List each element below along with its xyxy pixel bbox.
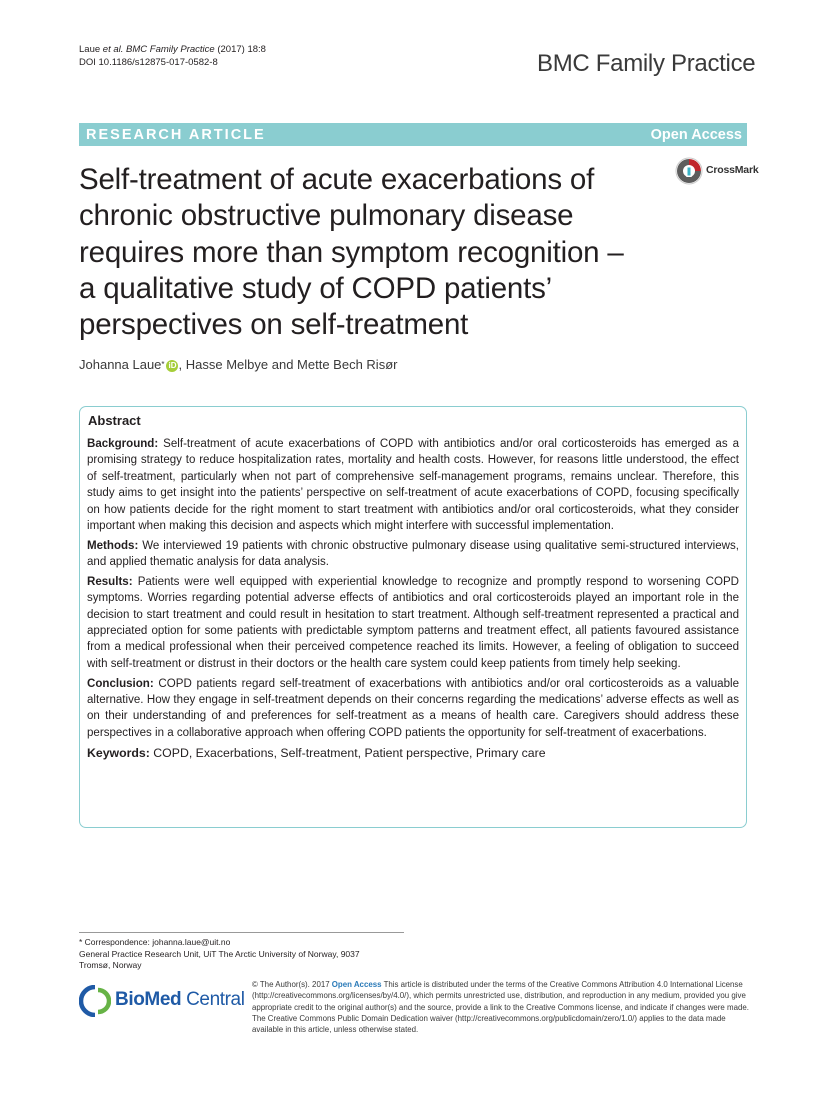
abstract-results xyxy=(87,574,739,672)
title-line: a qualitative study of COPD patients’ xyxy=(79,271,553,305)
citation-journal: et al. BMC Family Practice xyxy=(102,44,215,55)
open-access-label: Open Access xyxy=(650,127,742,143)
abstract-heading: Abstract xyxy=(88,413,141,428)
orcid-icon[interactable] xyxy=(166,360,178,372)
affiliation: Tromsø, Norway xyxy=(79,960,142,970)
crossmark-icon xyxy=(675,157,703,185)
biomed-central-logo[interactable] xyxy=(79,985,245,1017)
title-line: Self-treatment of acute exacerbations of xyxy=(79,163,595,196)
license-text: This article is distributed under the terms of the Creative Commons Attribution 4.0 International License (http://creativecommons.org/licenses/by/4.0/), which permits unrestricted use, distribution, and reproduction in any medium, provided you give appropriate credit to the original author(s) and the source, provide a link to the Creative Commons license, and indicate if changes were made. The Creative Commons Public Domain Dedication waiver (http://creativecommons.org/publicdomain/zero/1.0/) applies to the data made available in this article, unless otherwise stated. xyxy=(252,980,749,1035)
section-text: Self-treatment of acute exacerbations of COPD with antibiotics and/or oral corticosteroids has emerged as a promising strategy to reduce hospitalization rates, mortality and health costs. However, for reasons little understood, the effect of self-treatment, particularly when not part of comprehensive self-management programs, remains unclear. Therefore, this study aims to get insight into the patients’ perspective on self-treatment of acute exacerbations of COPD, focusing specifically on how patients decide for the right moment to start treatment with antibiotics and/or oral corticosteroids, what they consider important when making this decision and aspects which might interfere with successful implementation. xyxy=(87,438,739,533)
affiliation: General Practice Research Unit, UiT The Arctic University of Norway, 9037 xyxy=(79,948,360,959)
crossmark-button[interactable] xyxy=(675,157,759,185)
author-list xyxy=(79,357,397,372)
section-text: We interviewed 19 patients with chronic obstructive pulmonary disease using qualitative semi-structured interviews, and applied thematic analysis for data analysis. xyxy=(87,539,739,569)
citation-authors: Laue xyxy=(79,44,103,55)
biomed-central-icon xyxy=(79,985,111,1017)
section-label: Background: xyxy=(87,438,159,450)
keywords xyxy=(87,745,739,761)
title-line: perspectives on self-treatment xyxy=(79,308,469,342)
title-line: requires more than symptom recognition – xyxy=(79,235,624,269)
footnote-divider xyxy=(79,932,404,933)
article-title xyxy=(79,162,649,343)
section-text: Patients were well equipped with experiential knowledge to recognize and promptly respond to worsening COPD symptoms. Worries regarding potential adverse effects of antibiotics and oral corticosteroids played an important role in the decision to start treatment and could result in hesitation to start treatment. Although self-treatment represented a practical and appreciated option for some patients with predictable symptom patterns and treatment effect, all patients favoured assistance from a medical professional when their perceived competence reached its limits. However, a feeling of obligation to succeed with self-treatment or distrust in their doctors or the health care system could keep patients from timely help seeking. xyxy=(87,575,739,670)
abstract-conclusion xyxy=(87,676,739,742)
crossmark-label: CrossMark xyxy=(706,164,759,176)
license-statement xyxy=(252,979,752,1035)
title-line: chronic obstructive pulmonary disease xyxy=(79,199,574,233)
author-names-rest[interactable]: , Hasse Melbye and Mette Bech Risør xyxy=(178,357,398,372)
abstract-box xyxy=(79,406,747,828)
abstract-body xyxy=(87,436,739,764)
journal-name: BMC Family Practice xyxy=(537,50,756,77)
correspondence-footnote xyxy=(79,937,409,972)
license-prefix: © The Author(s). 2017 xyxy=(252,980,332,989)
license-open-access: Open Access xyxy=(331,980,382,989)
keywords-text: COPD, Exacerbations, Self-treatment, Patient perspective, Primary care xyxy=(149,745,546,760)
abstract-background xyxy=(87,436,739,534)
section-text: COPD patients regard self-treatment of exacerbations with antibiotics and/or oral corticosteroids as a valuable alternative. How they engage in self-treatment depends on their concerns regarding the medications’ adverse effects as well as on their understanding of and preferences for self-treatment as a means of health care. Caregivers should address these perspectives in a collaborative approach when offering COPD patients the opportunity for self-treatment of exacerbations. xyxy=(87,677,739,739)
article-type-banner xyxy=(79,123,747,146)
keywords-label: Keywords: xyxy=(87,745,150,760)
logo-wordmark xyxy=(115,989,245,1011)
doi[interactable]: DOI 10.1186/s12875-017-0582-8 xyxy=(79,56,218,68)
correspondence-email[interactable]: * Correspondence: johanna.laue@uit.no xyxy=(79,937,231,947)
orcid-glyph: iD xyxy=(168,360,177,370)
logo-wordmark-light: Central xyxy=(181,989,245,1010)
abstract-methods xyxy=(87,538,739,571)
corresponding-author-marker: * xyxy=(161,360,165,369)
citation xyxy=(79,44,266,69)
citation-volume: (2017) 18:8 xyxy=(214,44,266,55)
section-label: Results: xyxy=(87,575,133,588)
author-name[interactable]: Johanna Laue xyxy=(79,357,162,372)
section-label: Conclusion: xyxy=(87,677,154,690)
section-label: Methods: xyxy=(87,539,139,552)
article-type-label: RESEARCH ARTICLE xyxy=(86,127,266,143)
logo-wordmark-bold: BioMed xyxy=(115,989,182,1010)
citation-line xyxy=(79,44,266,57)
